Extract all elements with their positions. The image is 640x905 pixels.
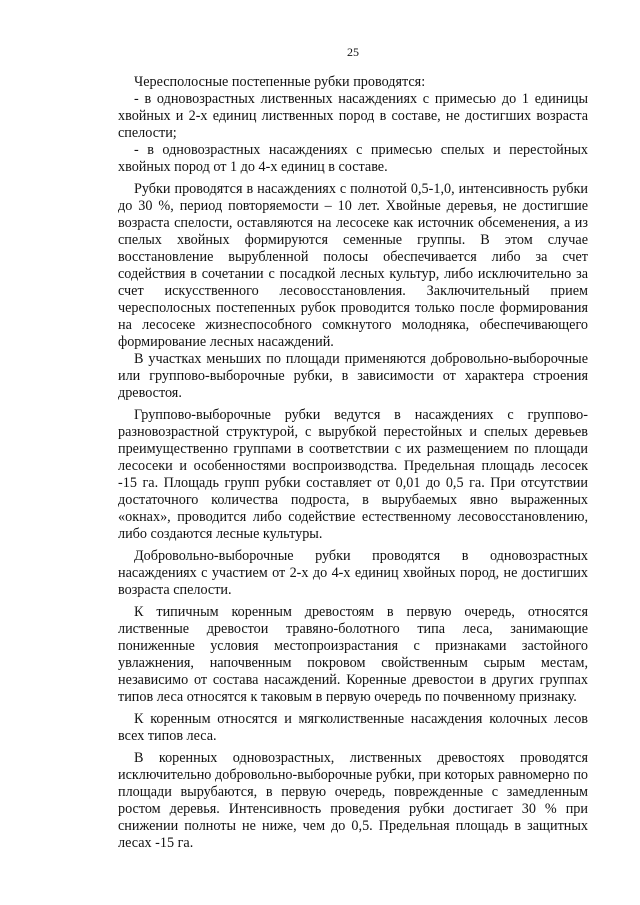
document-page	[118, 0, 588, 905]
paragraph-group-selective: Группово-выборочные рубки ведутся в насаждениях с группово-разновозрастной структурой, с вырубкой перестойных и спелых деревьев преимущественно группами в соответствии с их размещением по площади лесосеки и особенностями воспроизводства. Предельная площадь лесосек -15 га. Площадь групп рубки составляет от 0,01 до 0,5 га. При отсутствии достаточного количества подроста, в вырубаемых явно выраженных «окнах», проводится либо содействие естественному лесовосстановлению, либо создаются лесные культуры.	[118, 407, 588, 542]
document-body	[118, 74, 588, 857]
page-number: 25	[347, 45, 359, 59]
paragraph-voluntary-selective: Добровольно-выборочные рубки проводятся в одновозрастных насаждениях с участием от 2-х до 4-х единиц хвойных пород, не достигших возраста спелости.	[118, 548, 588, 598]
paragraph-intro: Чересполосные постепенные рубки проводятся:	[134, 74, 426, 90]
paragraph-felling-conditions: Рубки проводятся в насаждениях с полнотой 0,5-1,0, интенсивность рубки до 30 %, период повторяемости – 10 лет. Хвойные деревья, не достигшие возраста спелости, оставляются на лесосеке как источник обсеменения, а из спелых хвойных формируются семенные группы. В этом случае восстановление вырубленной полосы обеспечивается либо за счет содействия в сочетании с посадкой лесных культур, либо исключительно за счет искусственного лесовосстановления. Заключительный прием чересполосных постепенных рубок проводится только после формирования на лесосеке жизнеспособного сомкнутого молодняка, обеспечивающего формирование лесных насаждений.	[118, 181, 588, 350]
list-item-deciduous: - в одновозрастных лиственных насаждениях с примесью до 1 единицы хвойных и 2-х единиц лиственных пород в составе, не достигших возраста спелости;	[118, 91, 588, 141]
list-item-coniferous: - в одновозрастных насаждениях с примесью спелых и перестойных хвойных пород от 1 до 4-х единиц в составе.	[118, 142, 588, 175]
paragraph-native-stands: К типичным коренным древостоям в первую очередь, относятся лиственные древостои травяно-болотного типа леса, занимающие пониженные условия местопроизрастания с признаками застойного увлажнения, напочвенным покровом свойственным сырым местам, независимо от состава насаждений. Коренные древостои в других группах типов леса относятся к таковым в первую очередь по почвенному признаку.	[118, 604, 588, 705]
paragraph-small-areas: В участках меньших по площади применяются добровольно-выборочные или группово-выборочные рубки, в зависимости от характера строения древостоя.	[118, 351, 588, 401]
paragraph-soft-deciduous: К коренным относятся и мягколиственные насаждения колочных лесов всех типов леса.	[118, 711, 588, 744]
paragraph-native-felling: В коренных одновозрастных, лиственных древостоях проводятся исключительно добровольно-выборочные рубки, при которых равномерно по площади вырубаются, в первую очередь, поврежденные с замедленным ростом деревья. Интенсивность проведения рубки достигает 30 % при снижении полноты не ниже, чем до 0,5. Предельная площадь в защитных лесах -15 га.	[118, 750, 588, 851]
